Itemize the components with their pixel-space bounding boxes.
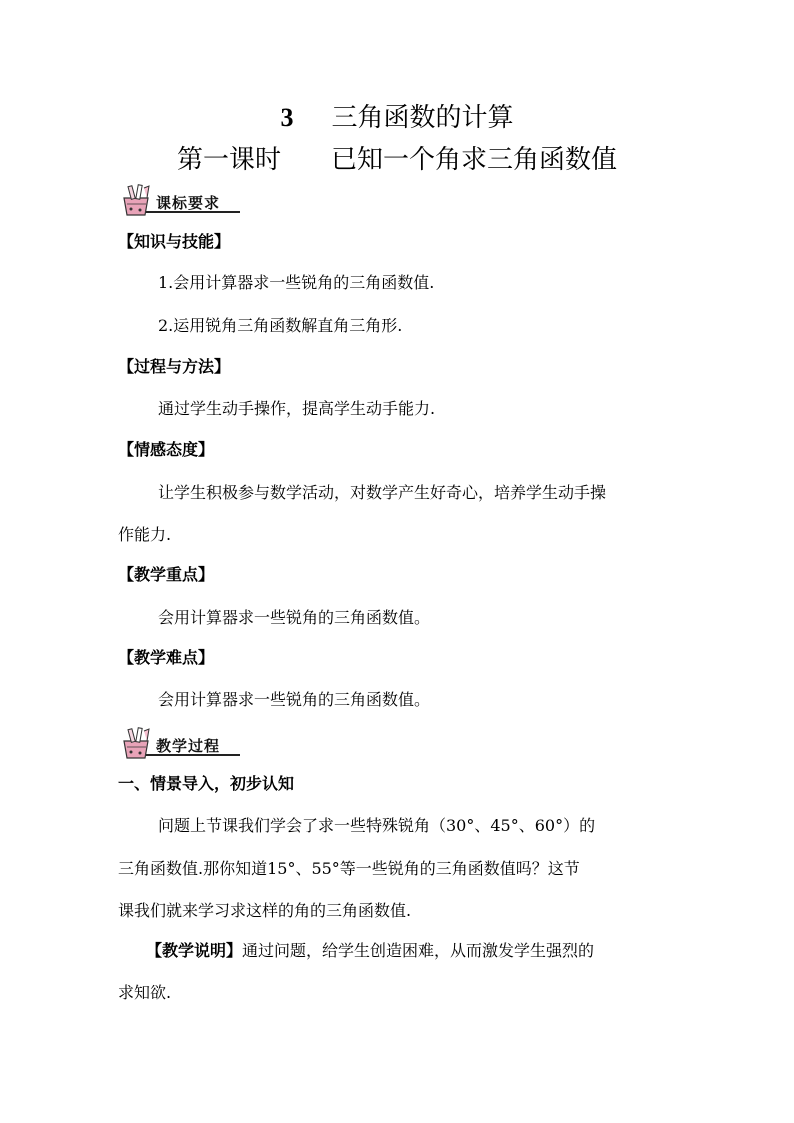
intro-para-line-1: 问题上节课我们学会了求一些特殊锐角（30°、45°、60°）的 [158, 816, 596, 835]
teaching-note-label: 【教学说明】 [146, 941, 243, 960]
process-method-heading: 【过程与方法】 [118, 357, 231, 376]
lesson-subtitle [0, 142, 794, 178]
subtitle-topic: 已知一个角求三角函数值 [331, 145, 618, 175]
intro-para-line-2: 三角函数值.那你知道15°、55°等一些锐角的三角函数值吗？这节 [118, 859, 580, 878]
intro-para-line-3: 课我们就来学习求这样的角的三角函数值. [118, 901, 412, 920]
pencil-cup-icon [118, 184, 156, 216]
key-point-text: 会用计算器求一些锐角的三角函数值。 [158, 608, 431, 627]
process-method-text: 通过学生动手操作，提高学生动手能力. [158, 399, 436, 418]
lesson-title [0, 101, 794, 135]
teaching-note-line-2: 求知欲. [118, 983, 172, 1002]
knowledge-heading: 【知识与技能】 [118, 232, 231, 251]
lesson-number: 3 [280, 103, 294, 132]
emotion-heading: 【情感态度】 [118, 440, 215, 459]
section-1-heading: 一、情景导入，初步认知 [118, 774, 295, 793]
subtitle-period: 第一课时 [176, 145, 281, 175]
difficulty-heading: 【教学难点】 [118, 648, 215, 667]
pencil-cup-icon [118, 727, 156, 759]
requirements-banner-label: 课标要求 [156, 194, 221, 212]
process-banner-label: 教学过程 [156, 737, 221, 755]
emotion-text-line-1: 让学生积极参与数学活动，对数学产生好奇心，培养学生动手操 [158, 483, 607, 502]
requirements-banner [118, 184, 242, 216]
teaching-note-line-1 [146, 940, 594, 962]
key-point-heading: 【教学重点】 [118, 565, 215, 584]
difficulty-text: 会用计算器求一些锐角的三角函数值。 [158, 690, 431, 709]
lesson-title-text: 三角函数的计算 [331, 103, 514, 133]
process-banner [118, 727, 242, 759]
emotion-text-line-2: 作能力. [118, 525, 172, 544]
knowledge-item-1: 1.会用计算器求一些锐角的三角函数值. [158, 273, 435, 292]
teaching-note-text: 通过问题，给学生创造困难，从而激发学生强烈的 [242, 941, 595, 960]
knowledge-item-2: 2.运用锐角三角函数解直角三角形. [158, 316, 403, 335]
